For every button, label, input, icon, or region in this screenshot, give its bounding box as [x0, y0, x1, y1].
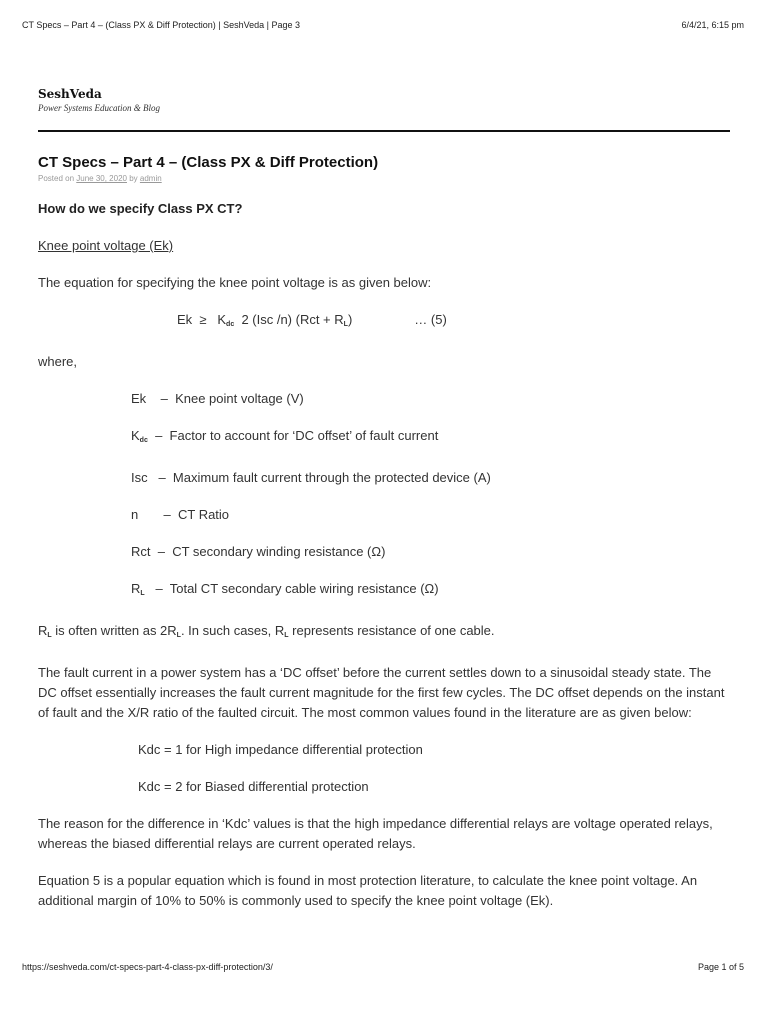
- rl-note-paragraph: [38, 621, 733, 646]
- rl-note-text: represents resistance of one cable.: [288, 623, 495, 638]
- def-text: Maximum fault current through the protected device (A): [172, 470, 491, 485]
- eq-number: … (5): [414, 312, 447, 327]
- def-symbol: Ek: [131, 391, 147, 406]
- dc-offset-paragraph: The fault current in a power system has a ‘DC offset’ before the current settles down to a sinusoidal steady state. The DC offset essentially increases the fault current magnitude for the first few cycles. The DC offset depends on the instant of fault and the X/R ratio of the faulted circuit. The most common values found in the literature are as given below:: [38, 665, 725, 720]
- rl-note-text: . In such cases, R: [180, 623, 285, 638]
- meta-by: by: [129, 174, 138, 183]
- rl-note-subscript: L: [47, 632, 52, 639]
- eq-sub-dc: dc: [226, 321, 235, 328]
- kdc-value-item: Kdc = 2 for Biased differential protection: [138, 779, 369, 794]
- intro-paragraph: The equation for specifying the knee point voltage is as given below:: [38, 275, 432, 290]
- equation-5: [38, 310, 733, 335]
- article: [38, 153, 733, 911]
- section-heading: How do we specify Class PX CT?: [38, 201, 243, 216]
- post-title: CT Specs – Part 4 – (Class PX & Diff Protection): [38, 154, 379, 171]
- def-subscript: dc: [139, 437, 148, 444]
- def-symbol: R: [131, 581, 141, 596]
- rl-note-subscript: L: [176, 632, 181, 639]
- site-title[interactable]: SeshVeda: [38, 87, 102, 101]
- definition-item: [38, 468, 733, 488]
- eq-part1: Ek ≥ K: [177, 312, 227, 327]
- post-date-link[interactable]: June 30, 2020: [76, 174, 127, 183]
- def-text: Total CT secondary cable wiring resistance (Ω): [169, 581, 439, 596]
- def-symbol: Isc: [131, 470, 148, 485]
- equation5-paragraph: Equation 5 is a popular equation which is found in most protection literature, to calculate the knee point voltage. An additional margin of 10% to 50% is commonly used to specify the knee point voltage (Ek).: [38, 873, 698, 908]
- def-sep: –: [144, 581, 170, 596]
- meta-prefix: Posted on: [38, 174, 75, 183]
- kdc-value-item: Kdc = 1 for High impedance differential protection: [138, 742, 423, 757]
- def-sep: –: [147, 428, 170, 443]
- where-label: where,: [38, 354, 78, 369]
- eq-part3: ): [347, 312, 353, 327]
- definition-item: [38, 389, 733, 409]
- rl-note-text: R: [38, 623, 48, 638]
- def-sep: –: [147, 470, 173, 485]
- def-sep: –: [146, 391, 176, 406]
- def-text: Factor to account for ‘DC offset’ of fault current: [169, 428, 439, 443]
- definition-item: [38, 542, 733, 562]
- header-divider: [38, 130, 730, 132]
- print-header-title: CT Specs – Part 4 – (Class PX & Diff Protection) | SeshVeda | Page 3: [22, 20, 300, 30]
- eq-sub-l: L: [343, 321, 348, 328]
- print-footer: [22, 962, 744, 972]
- knee-point-heading: Knee point voltage (Ek): [38, 238, 174, 253]
- def-sep: –: [150, 544, 173, 559]
- eq-part2: 2 (Isc /n) (Rct + R: [234, 312, 344, 327]
- definition-item: [38, 505, 733, 525]
- post-meta: [38, 174, 733, 184]
- print-footer-url: https://seshveda.com/ct-specs-part-4-class-px-diff-protection/3/: [22, 962, 273, 972]
- print-footer-page: Page 1 of 5: [697, 962, 744, 972]
- def-subscript: L: [140, 590, 145, 597]
- post-author-link[interactable]: admin: [139, 174, 162, 183]
- def-symbol: K: [131, 428, 140, 443]
- definition-item: [38, 426, 733, 451]
- def-text: CT Ratio: [177, 507, 230, 522]
- def-text: Knee point voltage (V): [175, 391, 304, 406]
- reason-paragraph: The reason for the difference in ‘Kdc’ values is that the high impedance differential relays are voltage operated relays, whereas the biased differential relays are current operated relays.: [38, 816, 713, 851]
- def-text: CT secondary winding resistance (Ω): [172, 544, 386, 559]
- def-sep: –: [138, 507, 178, 522]
- print-header: [22, 20, 744, 30]
- rl-note-subscript: L: [284, 632, 289, 639]
- def-symbol: n: [131, 507, 139, 522]
- rl-note-text: is often written as 2R: [51, 623, 177, 638]
- def-symbol: Rct: [131, 544, 151, 559]
- definition-item: [38, 579, 733, 604]
- print-header-datetime: 6/4/21, 6:15 pm: [681, 20, 744, 30]
- site-tagline: Power Systems Education & Blog: [38, 103, 160, 113]
